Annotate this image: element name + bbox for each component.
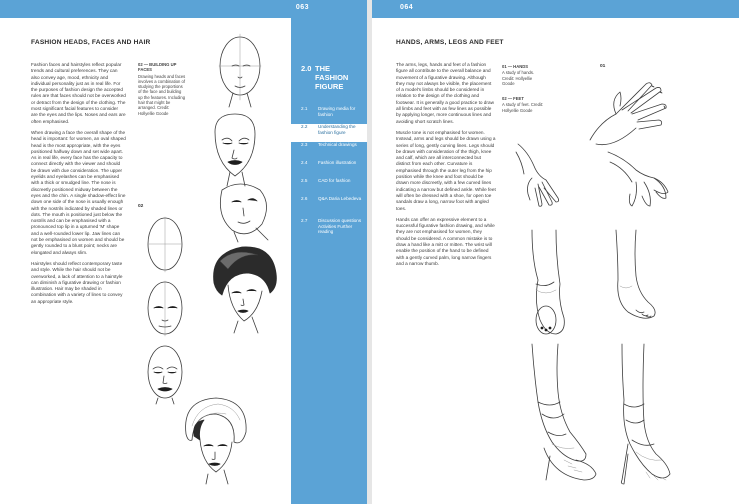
paragraph: Hands can offer an expressive element to a successful figurative fashion drawing, and while they are not emphasised for women, they should be considered. A common mistake is to draw a hand like a mitt or mitten. The wrist will enable the position of the hand to be defined with a gently curved palm, long narrow fingers and a narrow thumb. <box>396 216 495 266</box>
paragraph: When drawing a face the overall shape of the head is important: for women, an oval shaped head is the most appropriate, with the eyes positioned halfway down and set wide apart. As in real life, every face has the capacity to connect directly with the viewer and should be drawn with due consideration. The upper eyelids and eyelashes can be emphasised with a thick or smudged line. The nose is discreetly positioned midway between the eyes and the chin. A single shadow-effect line down one side of the nose is usually enough with the nostrils indicated by shaded lines or dots. The mouth is positioned just below the nostrils and can be emphasised with a pronounced top lip in a upturned 'M' shape and a well-rounded lower lip. Jaw lines can not be emphasised on women and should be gently rounded to a blunt point; necks are elongated and always slim. <box>31 129 126 255</box>
paragraph: The arms, legs, hands and feet of a fashion figure all contribute to the overall balance and movement of a figurative drawing. Although they may not always be visible, the placement of a model's limbs should be considered in relation to the design of the clothing and footwear. It is generally a good practice to draw all limbs and feet with as few lines as possible by applying longer, more continuous lines and avoiding short scratch lines. <box>396 62 494 124</box>
toc-title: Understanding the fashion figure <box>318 124 356 135</box>
face-sketch-features <box>200 112 270 187</box>
foot-sketch-strap-sandal <box>522 228 570 338</box>
page-heading: HANDS, ARMS, LEGS AND FEET <box>396 39 504 46</box>
hand-sketch-open <box>582 70 674 148</box>
toc-title: Technical drawings <box>318 142 357 147</box>
toc-title: Discussion questions Activities Further reading <box>318 218 362 235</box>
caption-text: A study of hands. Credit: Hollyellie Goode <box>502 70 535 86</box>
toc-item-active <box>291 124 367 142</box>
toc-number: 2.4 <box>301 160 308 165</box>
figure-label: 01 <box>600 64 606 69</box>
hand-sketch-relaxed <box>512 138 572 208</box>
toc-item <box>291 178 367 196</box>
toc-title: CAD for fashion <box>318 178 351 183</box>
toc-title: Fashion illustration <box>318 160 357 165</box>
face-sketch-tilted <box>212 178 277 243</box>
caption-title: 02 — FEET <box>502 96 524 101</box>
toc-title: Q&A Daria Lebedeva <box>318 196 362 201</box>
toc-number: 2.3 <box>301 142 308 147</box>
head-oval-eyes <box>140 278 190 340</box>
top-bar <box>0 0 367 18</box>
toc-number: 2.6 <box>301 196 308 201</box>
woman-turban-sketch <box>178 394 250 486</box>
figure-caption <box>138 62 186 116</box>
woman-bouffant-hair-sketch <box>208 243 280 335</box>
toc-item <box>291 196 367 218</box>
toc-title: Drawing media for fashion <box>318 106 356 117</box>
table-of-contents <box>291 106 367 244</box>
hand-sketch-gesture <box>604 148 674 220</box>
caption-text: Drawing heads and faces involves a combination of studying the proportions of the face and building up the features. Including hair that might be arranged. Credit: Hollyellie Goode <box>138 73 186 116</box>
toc-item <box>291 218 367 244</box>
page-heading: FASHION HEADS, FACES AND HAIR <box>31 39 151 46</box>
body-text <box>396 62 496 272</box>
body-text <box>31 62 126 310</box>
paragraph: Muscle tone is not emphasised for women. Instead, arms and legs should be drawn using a series of long, gently curving lines. Legs should be drawn with consideration of the thigh, knee and calf, which are all interconnected but distinct from each other. Curvature is emphasised through the outer leg from the hip position while the knee and foot should be drawn more discreetly, with a few curved lines indicating a narrow but defined ankle. While feet will often be dressed with a shoe, for open toe sandals draw a long, narrow foot with angled toes. <box>396 129 496 211</box>
page-number: 063 <box>295 4 309 11</box>
foot-sketch-heeled-sandal <box>522 340 602 490</box>
toc-item <box>291 142 367 160</box>
foot-sketch-bare <box>602 228 662 328</box>
figure-label: 02 <box>138 204 144 209</box>
section-number: 2.0 <box>301 64 312 73</box>
chapter-side-panel <box>291 18 367 504</box>
toc-number: 2.5 <box>301 178 308 183</box>
right-page <box>372 0 739 504</box>
top-bar <box>372 0 739 18</box>
toc-number: 2.2 <box>301 124 308 129</box>
caption-title: 02 — BUILDING UP FACES <box>138 62 177 73</box>
foot-sketch-strappy-heel <box>610 340 676 490</box>
paragraph: Fashion faces and hairstyles reflect popular trends and cultural preferences. They can also convey age, mood, ethnicity and individual personality just as in real life. For the purposes of fashion design the accepted rules are that faces should not be overworked or detract from the design of the clothing. The most significant facial features to consider are the eyes and the lips. Noses and ears are often emphasised. <box>31 62 126 124</box>
caption-text: A study of feet. Credit: Hollyellie Goode <box>502 102 544 113</box>
left-page <box>0 0 367 504</box>
toc-number: 2.7 <box>301 218 308 223</box>
face-sketch-guidelines <box>205 30 275 110</box>
figure-caption-hands <box>502 64 544 86</box>
paragraph: Hairstyles should reflect contemporary taste and style. While the hair should not be overworked, a lack of attention to a hairstyle can diminish a figurative drawing or fashion illustration. Hair may be shaded in combination with a variety of lines to convey an appropriate style. <box>31 260 123 304</box>
page-number: 064 <box>400 4 414 11</box>
head-oval-guideline <box>140 214 190 276</box>
section-title: THE FASHION FIGURE <box>315 64 349 91</box>
toc-item <box>291 160 367 178</box>
figure-caption-feet <box>502 96 544 113</box>
toc-number: 2.1 <box>301 106 308 111</box>
caption-title: 01 — HANDS <box>502 64 529 69</box>
toc-item <box>291 106 367 124</box>
